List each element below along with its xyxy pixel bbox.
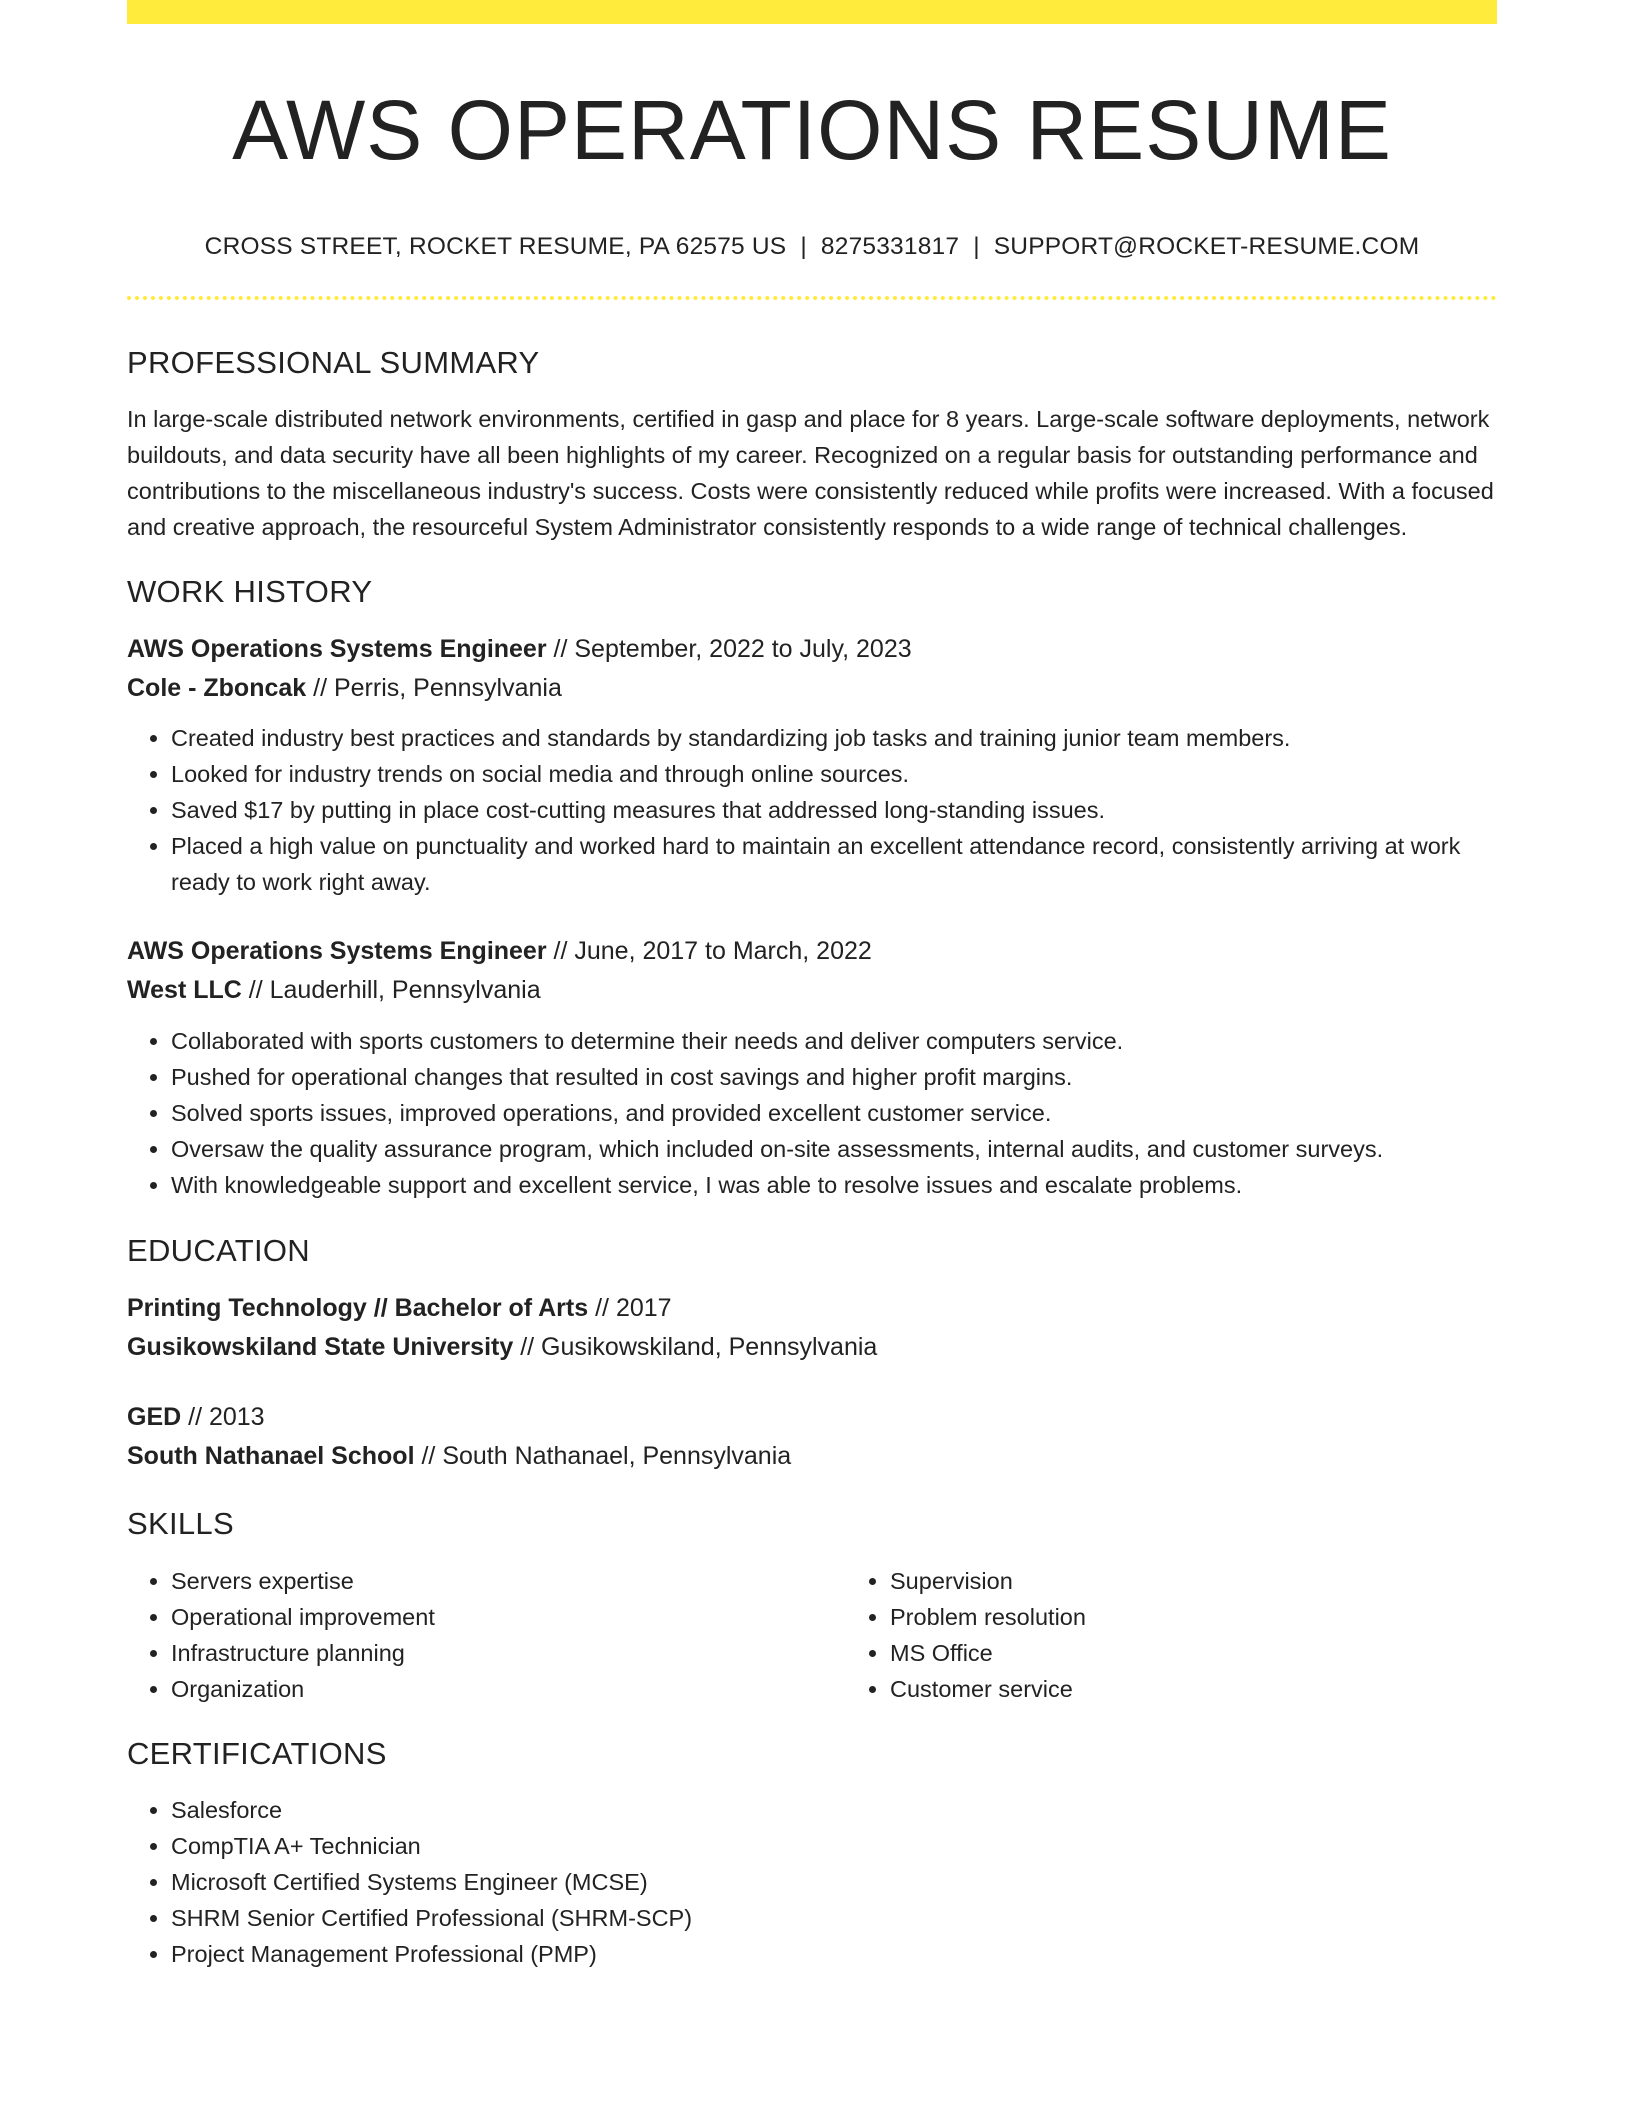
degree: GED <box>127 1403 182 1432</box>
job-bullets <box>127 1023 1497 1203</box>
education-entry <box>127 1398 1497 1476</box>
list-item: • Oversaw the quality assurance program, which included on-site assessments, internal audits, and customer surveys. <box>171 1131 1497 1167</box>
list-item: • Problem resolution <box>890 1599 1565 1635</box>
contact-separator: | <box>800 233 807 261</box>
education-entry <box>127 1289 1497 1367</box>
job-entry <box>127 630 1497 900</box>
list-item: • Solved sports issues, improved operations, and provided excellent customer service. <box>171 1095 1497 1131</box>
list-item: • Infrastructure planning <box>171 1635 846 1671</box>
list-item: • Placed a high value on punctuality and worked hard to maintain an excellent attendance record, consistently arriving at work ready to work right away. <box>171 828 1497 900</box>
list-item: • Microsoft Certified Systems Engineer (MCSE) <box>171 1864 1497 1900</box>
job-role: AWS Operations Systems Engineer <box>127 937 547 966</box>
degree-line <box>127 1398 1497 1437</box>
job-dates: // September, 2022 to July, 2023 <box>546 635 912 664</box>
skills-grid <box>127 1563 1497 1707</box>
job-company-line <box>127 669 1497 708</box>
phone: 8275331817 <box>820 233 960 261</box>
job-title-line <box>127 932 1497 971</box>
job-entry <box>127 932 1497 1203</box>
education-heading: EDUCATION <box>127 1233 310 1269</box>
degree: Printing Technology // Bachelor of Arts <box>127 1294 589 1323</box>
job-title-line <box>127 630 1497 669</box>
address: CROSS STREET, ROCKET RESUME, PA 62575 US <box>204 233 787 261</box>
summary-heading: PROFESSIONAL SUMMARY <box>127 344 540 380</box>
school-location: // Gusikowskiland, Pennsylvania <box>513 1333 878 1362</box>
list-item: • Looked for industry trends on social media and through online sources. <box>171 756 1497 792</box>
job-role: AWS Operations Systems Engineer <box>127 635 547 664</box>
school: South Nathanael School <box>127 1442 415 1471</box>
list-item: • SHRM Senior Certified Professional (SHRM-SCP) <box>171 1900 1497 1936</box>
graduation-year: // 2013 <box>181 1403 265 1432</box>
job-company-line <box>127 971 1497 1010</box>
school-line <box>127 1437 1497 1476</box>
list-item: • CompTIA A+ Technician <box>171 1828 1497 1864</box>
list-item: • Collaborated with sports customers to determine their needs and deliver computers service. <box>171 1023 1497 1059</box>
degree-line <box>127 1289 1497 1328</box>
job-company: Cole - Zboncak <box>127 674 307 703</box>
job-dates: // June, 2017 to March, 2022 <box>546 937 872 966</box>
summary-text: In large-scale distributed network environments, certified in gasp and place for 8 years. Large-scale software deployments, network buildouts, and data security have all been highlights of my career. Recognized on a regular basis for outstanding performance and contributions to the miscellaneous industry's success. Costs were consistently reduced while profits were increased. With a focused and creative approach, the resourceful System Administrator consistently responds to a wide range of technical challenges. <box>127 405 1494 540</box>
skills-heading: SKILLS <box>127 1506 234 1542</box>
job-location: // Perris, Pennsylvania <box>306 674 562 703</box>
contact-separator: | <box>973 233 980 261</box>
list-item: • Servers expertise <box>171 1563 846 1599</box>
job-location: // Lauderhill, Pennsylvania <box>241 976 541 1005</box>
job-company: West LLC <box>127 976 242 1005</box>
job-bullets <box>127 720 1497 900</box>
list-item: • Saved $17 by putting in place cost-cutting measures that addressed long-standing issues. <box>171 792 1497 828</box>
list-item: • Operational improvement <box>171 1599 846 1635</box>
school-line <box>127 1328 1497 1367</box>
school-location: // South Nathanael, Pennsylvania <box>414 1442 792 1471</box>
certifications-list <box>127 1792 1497 1972</box>
list-item: • Organization <box>171 1671 846 1707</box>
top-accent-bar <box>127 0 1497 24</box>
skills-list-left <box>127 1563 846 1707</box>
list-item: • With knowledgeable support and excellent service, I was able to resolve issues and escalate problems. <box>171 1167 1497 1203</box>
resume-page <box>127 0 1497 1972</box>
resume-title: AWS OPERATIONS RESUME <box>232 83 1392 177</box>
list-item: • Project Management Professional (PMP) <box>171 1936 1497 1972</box>
list-item: • Created industry best practices and standards by standardizing job tasks and training junior team members. <box>171 720 1497 756</box>
graduation-year: // 2017 <box>588 1294 672 1323</box>
list-item: • Pushed for operational changes that resulted in cost savings and higher profit margins. <box>171 1059 1497 1095</box>
list-item: • Customer service <box>890 1671 1565 1707</box>
contact-line <box>127 232 1497 261</box>
list-item: • Salesforce <box>171 1792 1497 1828</box>
work-history-heading: WORK HISTORY <box>127 573 373 609</box>
certifications-heading: CERTIFICATIONS <box>127 1735 387 1771</box>
skills-list-right <box>846 1563 1565 1707</box>
list-item: • MS Office <box>890 1635 1565 1671</box>
dotted-divider <box>127 296 1497 300</box>
list-item: • Supervision <box>890 1563 1565 1599</box>
email-link[interactable]: SUPPORT@ROCKET-RESUME.COM <box>993 233 1420 261</box>
school: Gusikowskiland State University <box>127 1333 514 1362</box>
